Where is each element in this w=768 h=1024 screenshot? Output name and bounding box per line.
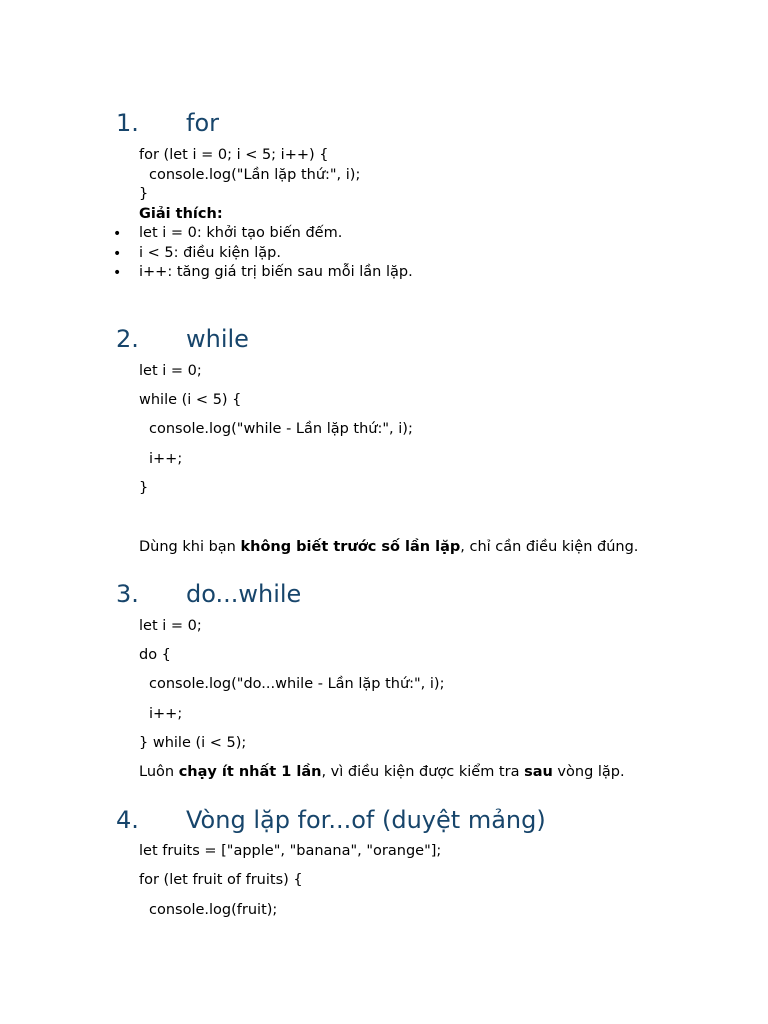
section-title: Vòng lặp for...of (duyệt mảng) bbox=[186, 806, 546, 834]
code-line: i++; bbox=[149, 706, 183, 722]
section-title: do...while bbox=[186, 580, 302, 608]
section-number: 4. bbox=[116, 806, 139, 834]
section-number: 3. bbox=[116, 580, 139, 608]
code-line: for (let fruit of fruits) { bbox=[139, 872, 303, 888]
code-line: } bbox=[139, 186, 149, 202]
code-line: for (let i = 0; i < 5; i++) { bbox=[139, 147, 329, 163]
bullet-glyph: • bbox=[113, 226, 122, 242]
bullet-item: i++: tăng giá trị biến sau mỗi lần lặp. bbox=[139, 264, 413, 280]
section-heading-for-of bbox=[116, 808, 546, 832]
code-line: let i = 0; bbox=[139, 618, 202, 634]
note-bold-text: sau bbox=[524, 764, 553, 780]
section-title: for bbox=[186, 109, 219, 137]
section-note bbox=[139, 540, 638, 555]
code-line: let i = 0; bbox=[139, 363, 202, 379]
bullet-item: i < 5: điều kiện lặp. bbox=[139, 245, 281, 261]
section-number: 1. bbox=[116, 109, 139, 137]
code-line: do { bbox=[139, 647, 171, 663]
explain-label: Giải thích: bbox=[139, 206, 223, 222]
note-text: Luôn bbox=[139, 764, 179, 780]
note-bold-text: không biết trước số lần lặp bbox=[240, 539, 461, 555]
code-line: i++; bbox=[149, 451, 183, 467]
section-heading-do-while bbox=[116, 582, 301, 606]
note-text: Dùng khi bạn bbox=[139, 539, 241, 555]
code-line: while (i < 5) { bbox=[139, 392, 242, 408]
section-number: 2. bbox=[116, 325, 139, 353]
note-bold-text: chạy ít nhất 1 lần bbox=[178, 764, 322, 780]
code-line: console.log(fruit); bbox=[149, 902, 278, 918]
code-line: console.log("do...while - Lần lặp thứ:", i); bbox=[149, 676, 445, 692]
bullet-glyph: • bbox=[113, 246, 122, 262]
code-line: } while (i < 5); bbox=[139, 735, 247, 751]
note-text: , chỉ cần điều kiện đúng. bbox=[460, 539, 639, 555]
code-line: console.log("Lần lặp thứ:", i); bbox=[149, 167, 361, 183]
code-line: } bbox=[139, 480, 149, 496]
note-text: , vì điều kiện được kiểm tra bbox=[321, 764, 525, 780]
note-text: vòng lặp. bbox=[552, 764, 625, 780]
section-title: while bbox=[186, 325, 249, 353]
code-line: let fruits = ["apple", "banana", "orange"]; bbox=[139, 843, 442, 859]
section-heading-for bbox=[116, 111, 219, 135]
section-note bbox=[139, 765, 625, 780]
bullet-item: let i = 0: khởi tạo biến đếm. bbox=[139, 225, 343, 241]
bullet-glyph: • bbox=[113, 265, 122, 281]
section-heading-while bbox=[116, 327, 249, 351]
code-line: console.log("while - Lần lặp thứ:", i); bbox=[149, 421, 413, 437]
